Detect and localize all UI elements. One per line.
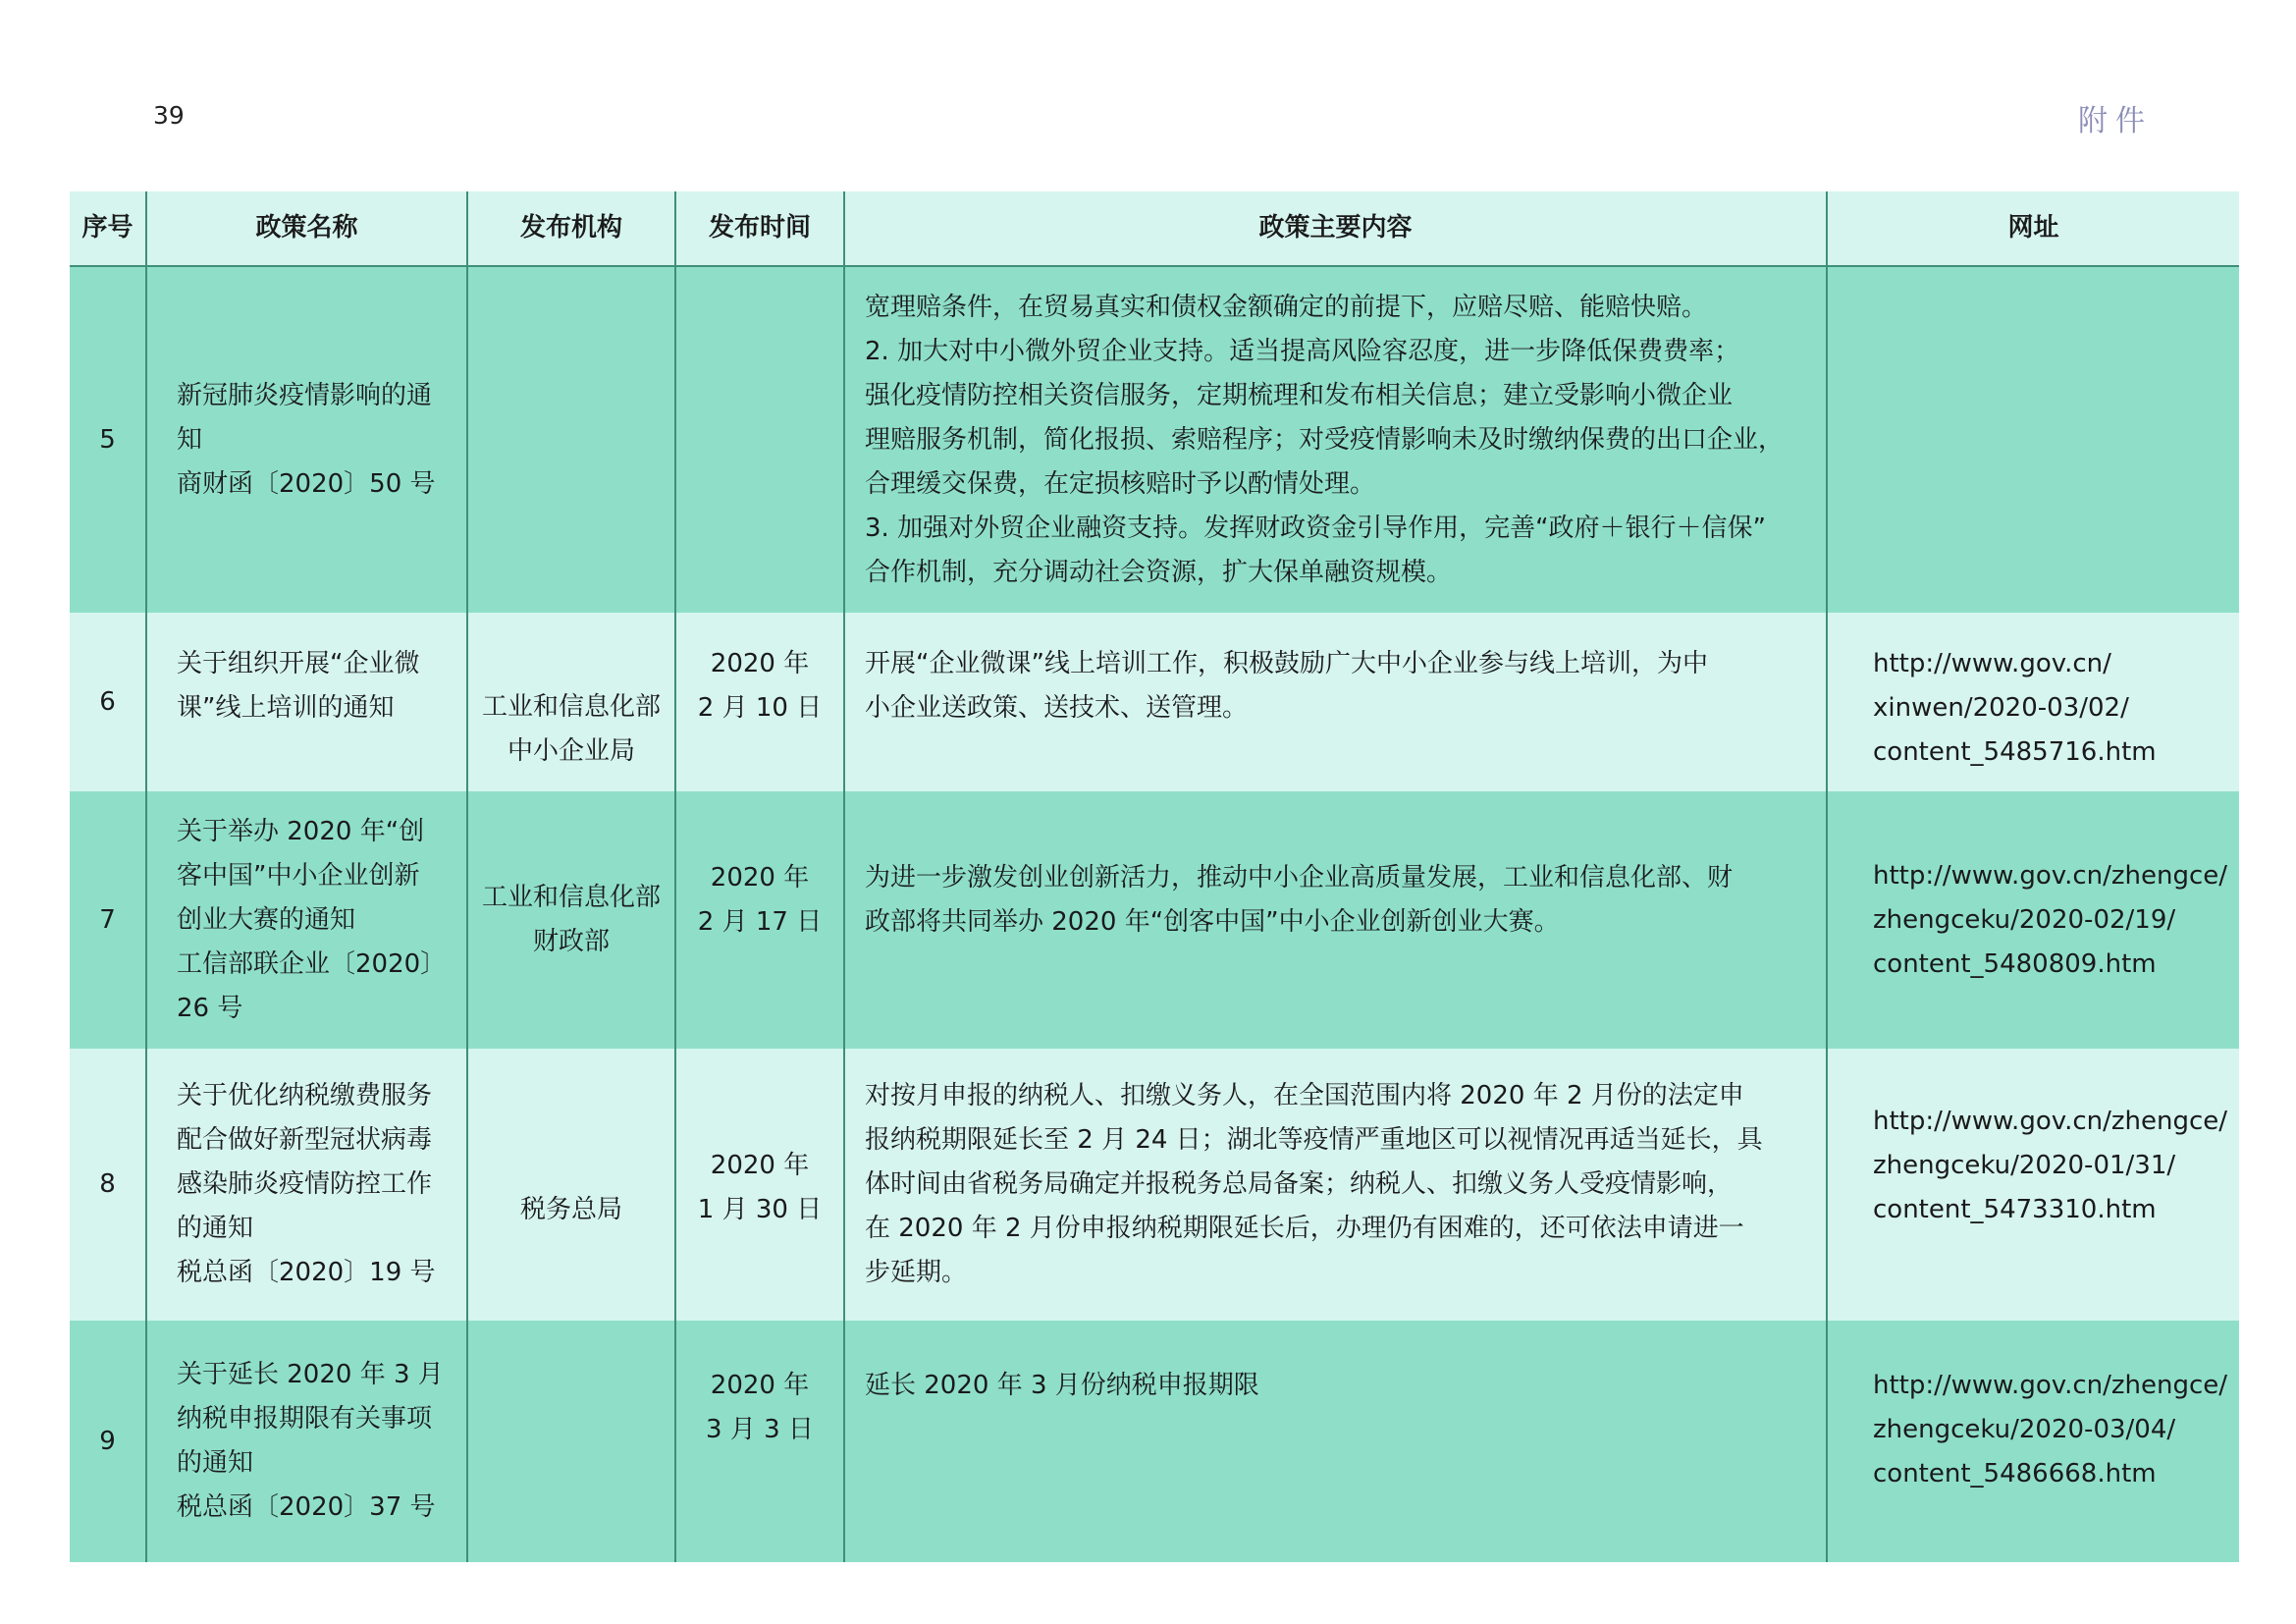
policy-table [70,191,2239,1562]
row-index: 7 [99,904,116,935]
table-row [70,1049,2239,1321]
issuer: 税务总局 [467,1049,675,1321]
release-date: 2020 年 1 月 30 日 [675,1049,844,1321]
policy-name: 关于举办 2020 年“创 客中国”中小企业创新 创业大赛的通知 工信部联企业〔2020〕 26 号 [146,791,467,1049]
table-header-row [70,191,2239,266]
table-row [70,1321,2239,1562]
release-date: 2020 年 2 月 10 日 [675,613,844,791]
policy-content: 为进一步激发创业创新活力，推动中小企业高质量发展，工业和信息化部、财 政部将共同举办 2020 年“创客中国”中小企业创新创业大赛。 [844,791,1827,1049]
policy-url[interactable]: http://www.gov.cn/zhengce/ zhengceku/2020-01/31/ content_5473310.htm [1827,1049,2239,1321]
policy-name: 新冠肺炎疫情影响的通 知 商财函〔2020〕50 号 [146,266,467,613]
header-url: 网址 [1827,191,2239,266]
table-row [70,791,2239,1049]
policy-content: 开展“企业微课”线上培训工作，积极鼓励广大中小企业参与线上培训，为中 小企业送政策、送技术、送管理。 [844,613,1827,791]
policy-url[interactable]: http://www.gov.cn/ xinwen/2020-03/02/ content_5485716.htm [1827,613,2239,791]
policy-content: 延长 2020 年 3 月份纳税申报期限 [844,1321,1827,1562]
policy-url[interactable]: http://www.gov.cn/zhengce/ zhengceku/2020-03/04/ content_5486668.htm [1827,1321,2239,1562]
release-date: 2020 年 2 月 17 日 [675,791,844,1049]
header-content: 政策主要内容 [844,191,1827,266]
header-index: 序号 [70,191,146,266]
row-index: 5 [99,424,116,455]
release-date [675,266,844,613]
issuer [467,1321,675,1562]
issuer [467,266,675,613]
policy-url[interactable] [1827,266,2239,613]
row-index: 8 [99,1169,116,1199]
section-title: 附件 [2078,104,2153,138]
row-index: 6 [99,686,116,717]
policy-content: 宽理赔条件，在贸易真实和债权金额确定的前提下，应赔尽赔、能赔快赔。 2. 加大对中小微外贸企业支持。适当提高风险容忍度，进一步降低保费费率； 强化疫情防控相关资信服务，定期梳理和发布相关信息；建立受影响小微企业 理赔服务机制，简化报损、索赔程序；对受疫情影响未及时缴纳保费的出口企业， 合理缓交保费，在定损核赔时予以酌情处理。 3. 加强对外贸企业融资支持。发挥财政资金引导作用，完善“政府＋银行＋信保” 合作机制，充分调动社会资源，扩大保单融资规模。 [844,266,1827,613]
row-index: 9 [99,1426,116,1456]
issuer: 工业和信息化部 中小企业局 [467,613,675,791]
page-number: 39 [153,101,185,130]
policy-content: 对按月申报的纳税人、扣缴义务人，在全国范围内将 2020 年 2 月份的法定申 报纳税期限延长至 2 月 24 日；湖北等疫情严重地区可以视情况再适当延长，具 体时间由省税务局确定并报税务总局备案；纳税人、扣缴义务人受疫情影响， 在 2020 年 2 月份申报纳税期限延长后，办理仍有困难的，还可依法申请进一 步延期。 [844,1049,1827,1321]
policy-name: 关于优化纳税缴费服务 配合做好新型冠状病毒 感染肺炎疫情防控工作 的通知 税总函〔2020〕19 号 [146,1049,467,1321]
policy-name: 关于组织开展“企业微 课”线上培训的通知 [146,613,467,791]
policy-url[interactable]: http://www.gov.cn/zhengce/ zhengceku/2020-02/19/ content_5480809.htm [1827,791,2239,1049]
policy-name: 关于延长 2020 年 3 月 纳税申报期限有关事项 的通知 税总函〔2020〕37 号 [146,1321,467,1562]
release-date: 2020 年 3 月 3 日 [675,1321,844,1562]
header-issuer: 发布机构 [467,191,675,266]
header-policy-name: 政策名称 [146,191,467,266]
header-release-date: 发布时间 [675,191,844,266]
table-row [70,613,2239,791]
issuer: 工业和信息化部 财政部 [467,791,675,1049]
table-row [70,266,2239,613]
